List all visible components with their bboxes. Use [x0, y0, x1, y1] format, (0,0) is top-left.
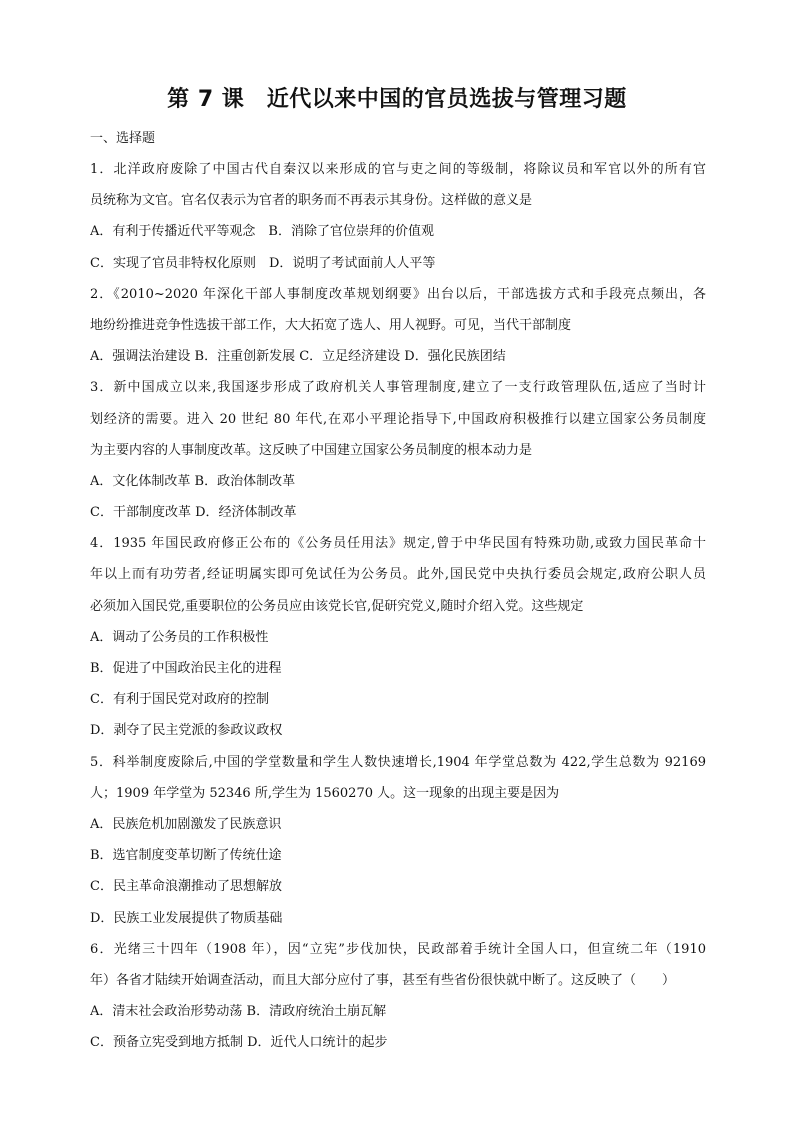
question-stem-line: 5．科举制度废除后,中国的学堂数量和学生人数快速增长,1904 年学堂总数为 422,学生总数为 92169 — [90, 754, 706, 770]
question-stem-line: 6．光绪三十四年（1908 年），因“立宪”步伐加快，民政部着手统计全国人口，但宣统二年（1910 — [90, 941, 706, 957]
question-stem-line: 必须加入国民党,重要职位的公务员应由该党长官,促研究党义,随时介绍入党。这些规定 — [90, 598, 584, 614]
question-stem-line: 划经济的需要。进入 20 世纪 80 年代,在邓小平理论指导下,中国政府积极推行以建立国家公务员制度 — [90, 411, 706, 427]
question-stem-line: 2．《2010~2020 年深化干部人事制度改革规划纲要》出台以后，干部选拔方式和手段亮点频出，各 — [90, 286, 706, 302]
question-stem-line: 3．新中国成立以来,我国逐步形成了政府机关人事管理制度,建立了一支行政管理队伍,适应了当时计 — [90, 380, 706, 396]
question-2 — [90, 279, 706, 373]
question-option-line: A．文化体制改革 B．政治体制改革 — [90, 473, 296, 489]
question-stem-line: 为主要内容的人事制度改革。这反映了中国建立国家公务员制度的根本动力是 — [90, 442, 533, 458]
question-stem-line: 年）各省才陆续开始调查活动，而且大部分应付了事，甚至有些省份很快就中断了。这反映了（ ） — [90, 972, 676, 988]
question-3 — [90, 372, 706, 528]
question-option-line: C．实现了官员非特权化原则 D．说明了考试面前人人平等 — [90, 255, 436, 271]
question-6 — [90, 934, 706, 1059]
question-option-line: A．清末社会政治形势动荡 B．清政府统治土崩瓦解 — [90, 1004, 387, 1020]
question-list — [90, 123, 706, 1058]
question-1 — [90, 154, 706, 279]
question-option-line: D．剥夺了民主党派的参政议政权 — [90, 723, 283, 739]
question-option-line: A．民族危机加剧激发了民族意识 — [90, 816, 282, 832]
question-option-line: B．选官制度变革切断了传统仕途 — [90, 848, 282, 864]
question-stem-line: 地纷纷推进竞争性选拔干部工作，大大拓宽了选人、用人视野。可见，当代干部制度 — [90, 317, 572, 333]
question-option-line: A．强调法治建设 B．注重创新发展 C．立足经济建设 D．强化民族团结 — [90, 349, 506, 365]
question-option-line: D．民族工业发展提供了物质基础 — [90, 910, 283, 926]
page-title: 第 7 课 近代以来中国的官员选拔与管理习题 — [167, 87, 627, 112]
question-option-line: C．有利于国民党对政府的控制 — [90, 692, 269, 708]
question-option-line: C．干部制度改革 D．经济体制改革 — [90, 505, 297, 521]
question-stem-line: 人；1909 年学堂为 52346 所,学生为 1560270 人。这一现象的出现主要是因为 — [90, 785, 560, 801]
question-option-line: A．有利于传播近代平等观念 B．消除了官位崇拜的价值观 — [90, 224, 434, 240]
question-5 — [90, 747, 706, 934]
question-option-line: A．调动了公务员的工作积极性 — [90, 629, 269, 645]
question-option-line: C．预备立宪受到地方抵制 D．近代人口统计的起步 — [90, 1035, 388, 1051]
question-stem-line: 4．1935 年国民政府修正公布的《公务员任用法》规定,曾于中华民国有特殊功勋,或致力国民革命十 — [90, 536, 706, 552]
question-option-line: C．民主革命浪潮推动了思想解放 — [90, 879, 282, 895]
question-4 — [90, 528, 706, 746]
question-stem-line: 年以上而有功劳者,经证明属实即可免试任为公务员。此外,国民党中央执行委员会规定,政府公职人员 — [90, 567, 706, 583]
question-stem-line: 1．北洋政府废除了中国古代自秦汉以来形成的官与吏之间的等级制，将除议员和军官以外的所有官 — [90, 162, 706, 177]
question-stem-line: 员统称为文官。官名仅表示为官者的职务而不再表示其身份。这样做的意义是 — [90, 193, 533, 209]
question-option-line: B．促进了中国政治民主化的进程 — [90, 661, 282, 676]
section-heading: 一、选择题 — [90, 131, 156, 146]
